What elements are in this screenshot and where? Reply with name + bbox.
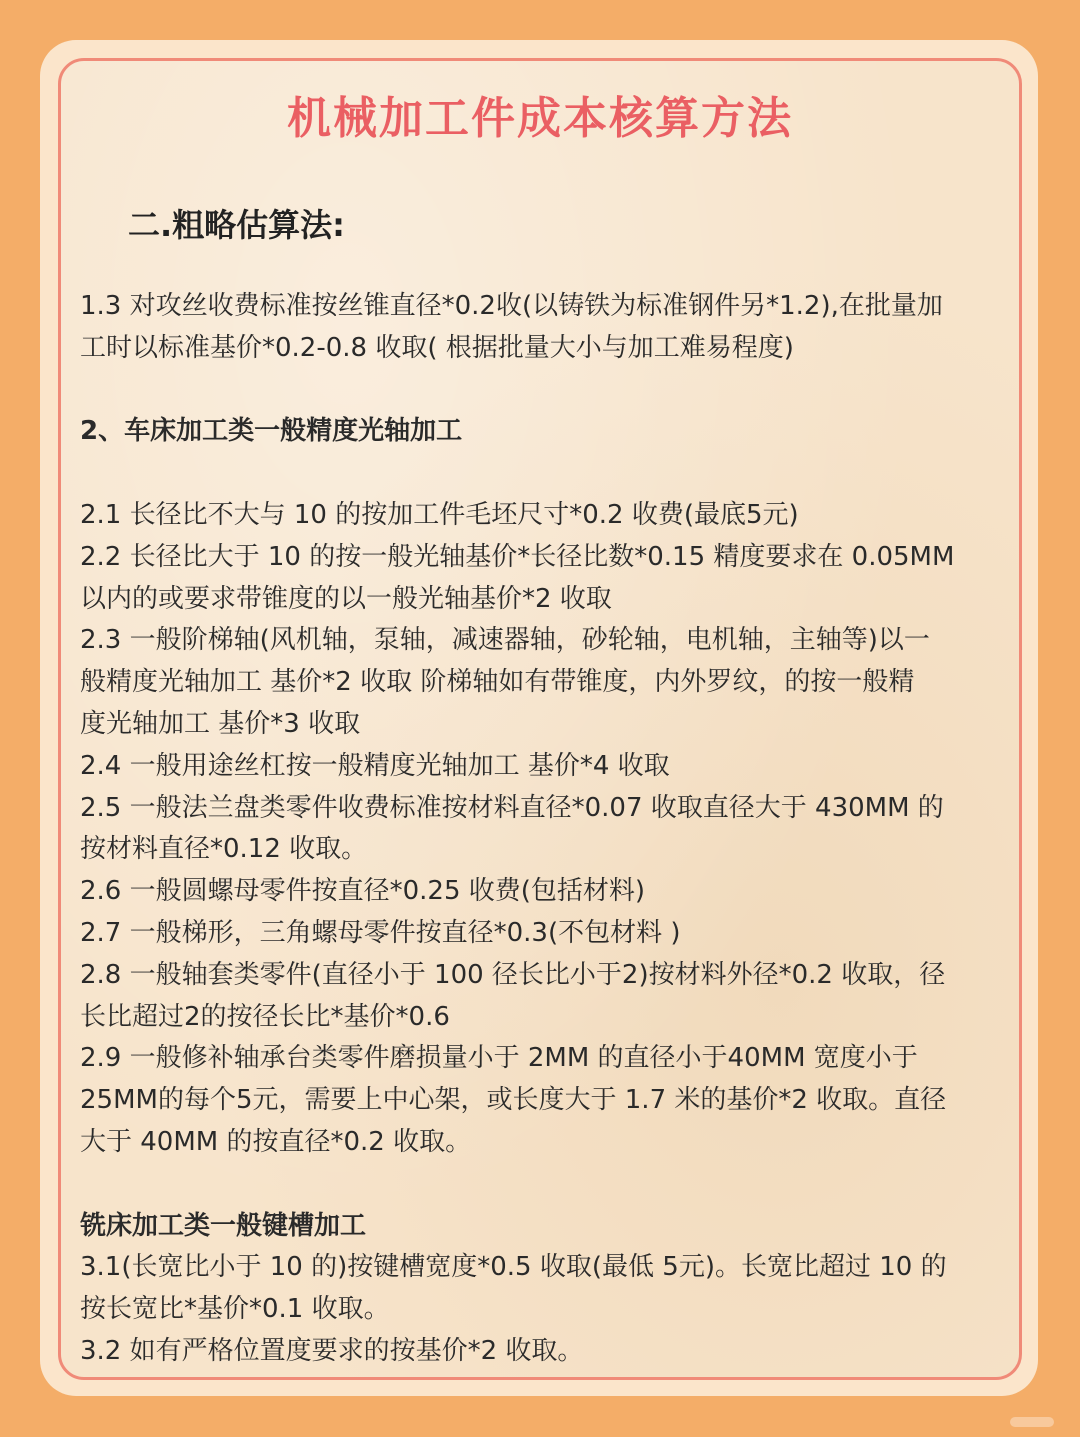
text-line: 长比超过2的按径长比*基价*0.6 [80, 1001, 450, 1032]
text-line: 2.1 长径比不大与 10 的按加工件毛坯尺寸*0.2 收费(最底5元) [80, 499, 799, 530]
blank-line [80, 453, 990, 495]
text-line: 工时以标准基价*0.2-0.8 收取( 根据批量大小与加工难易程度) [80, 332, 794, 363]
text-line: 2.7 一般梯形，三角螺母零件按直径*0.3(不包材料 ) [80, 917, 681, 948]
blank-line [80, 1164, 990, 1206]
subsection-heading: 2、车床加工类一般精度光轴加工 [80, 416, 463, 447]
text-line: 2.9 一般修补轴承台类零件磨损量小于 2MM 的直径小于40MM 宽度小于 [80, 1043, 918, 1074]
text-line: 2.5 一般法兰盘类零件收费标准按材料直径*0.07 收取直径大于 430MM 的 [80, 792, 944, 823]
text-line: 2.2 长径比大于 10 的按一般光轴基价*长径比数*0.15 精度要求在 0.05MM [80, 541, 955, 572]
text-line: 2.6 一般圆螺母零件按直径*0.25 收费(包括材料) [80, 876, 646, 907]
text-line: 3.2 如有严格位置度要求的按基价*2 收取。 [80, 1335, 584, 1366]
text-line: 1.3 对攻丝收费标准按丝锥直径*0.2收(以铸铁为标准钢件另*1.2),在批量加 [80, 291, 943, 321]
text-line: 按长宽比*基价*0.1 收取。 [80, 1294, 390, 1325]
document-body [80, 286, 990, 1373]
text-line: 按材料直径*0.12 收取。 [80, 834, 368, 865]
text-line: 2.3 一般阶梯轴(风机轴，泵轴，减速器轴，砂轮轴，电机轴，主轴等)以一 [80, 625, 930, 656]
text-line: 2.8 一般轴套类零件(直径小于 100 径长比小于2)按材料外径*0.2 收取，径 [80, 959, 946, 990]
text-line: 般精度光轴加工 基价*2 收取 阶梯轴如有带锥度，内外罗纹，的按一般精 [80, 667, 915, 698]
text-line: 25MM的每个5元，需要上中心架，或长度大于 1.7 米的基价*2 收取。直径 [80, 1085, 947, 1116]
text-line: 2.4 一般用途丝杠按一般精度光轴加工 基价*4 收取 [80, 750, 670, 781]
text-line: 3.1(长宽比小于 10 的)按键槽宽度*0.5 收取(最低 5元)。长宽比超过 10 的 [80, 1252, 947, 1283]
section-heading: 二.粗略估算法: [128, 206, 345, 244]
text-line: 大于 40MM 的按直径*0.2 收取。 [80, 1126, 472, 1157]
page-title: 机械加工件成本核算方法 [287, 93, 793, 144]
watermark-mark [1010, 1417, 1054, 1427]
blank-line [80, 370, 990, 412]
text-line: 度光轴加工 基价*3 收取 [80, 708, 361, 739]
subsection-heading: 铣床加工类一般键槽加工 [80, 1210, 367, 1241]
text-line: 以内的或要求带锥度的以一般光轴基价*2 收取 [80, 583, 612, 614]
